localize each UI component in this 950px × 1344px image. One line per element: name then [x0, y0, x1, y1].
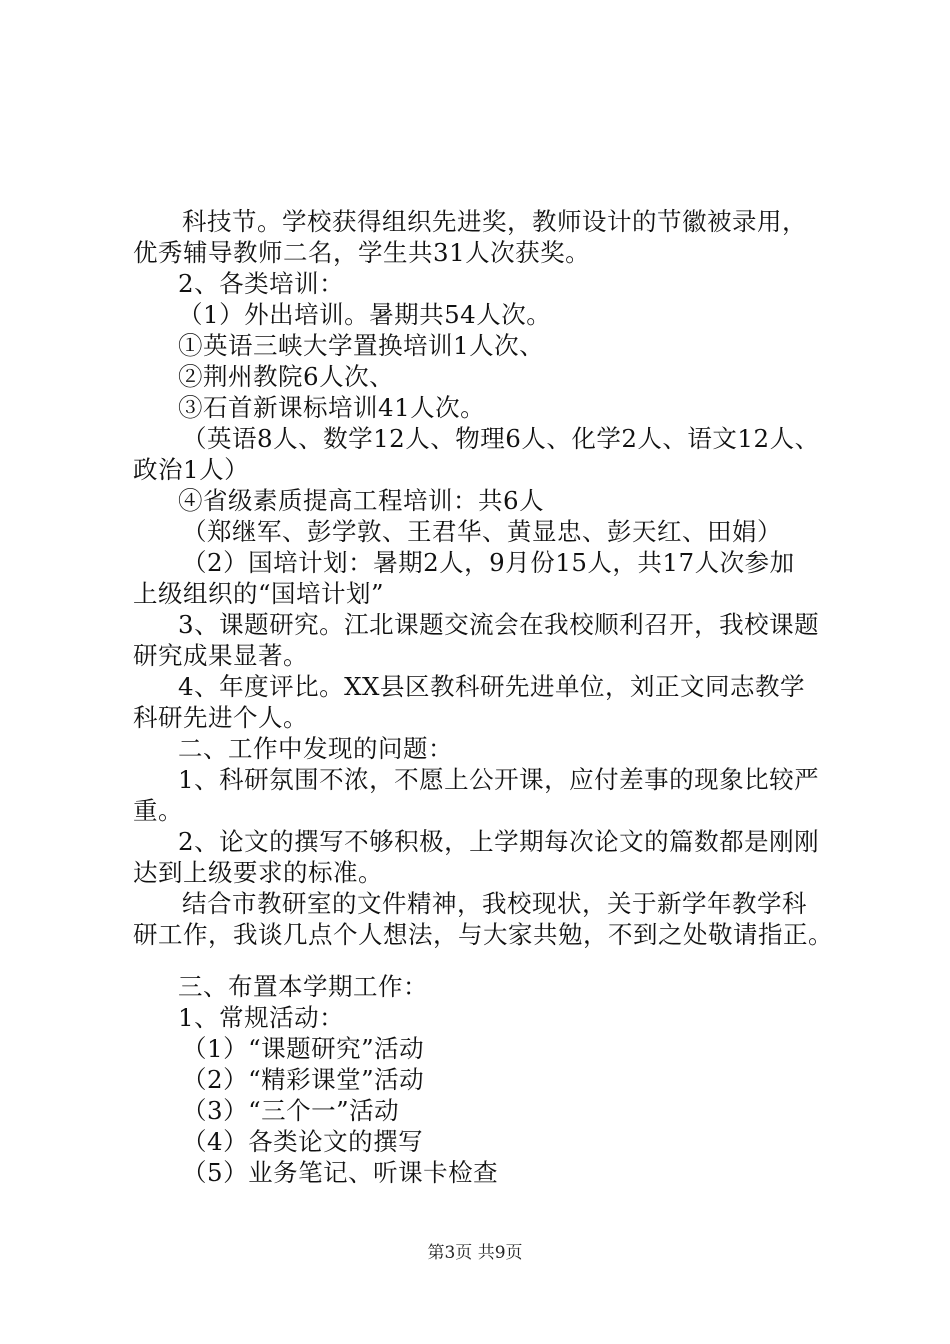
text-line: （英语8人、数学12人、物理6人、化学2人、语文12人、 [182, 424, 820, 453]
text-line: （3）“三个一”活动 [182, 1096, 400, 1125]
text-line: 政治1人） [133, 455, 250, 484]
text-line: 2、论文的撰写不够积极，上学期每次论文的篇数都是刚刚 [178, 827, 820, 856]
text-line: （2）国培计划：暑期2人，9月份15人，共17人次参加 [182, 548, 795, 577]
text-line: ④省级素质提高工程培训：共6人 [178, 486, 545, 515]
text-line: ②荆州教院6人次、 [178, 362, 395, 391]
text-line: 2、各类培训： [178, 269, 345, 298]
text-line: 上级组织的“国培计划” [133, 579, 385, 608]
text-line: ①英语三峡大学置换培训1人次、 [178, 331, 545, 360]
text-line: 研究成果显著。 [133, 641, 308, 670]
text-line: 科技节。学校获得组织先进奖，教师设计的节徽被录用， [182, 207, 807, 236]
text-line: （1）“课题研究”活动 [182, 1034, 425, 1063]
text-line: （5）业务笔记、听课卡检查 [182, 1158, 499, 1187]
text-line: 4、年度评比。XX县区教科研先进单位，刘正文同志教学 [178, 672, 805, 701]
text-line: （4）各类论文的撰写 [182, 1127, 424, 1156]
text-line: 结合市教研室的文件精神，我校现状，关于新学年教学科 [182, 889, 807, 918]
text-line: 达到上级要求的标准。 [133, 858, 383, 887]
text-line: 1、常规活动： [178, 1003, 345, 1032]
text-line: 研工作，我谈几点个人想法，与大家共勉，不到之处敬请指正。 [133, 920, 833, 949]
text-line: （1）外出培训。暑期共54人次。 [178, 300, 552, 329]
text-line: （2）“精彩课堂”活动 [182, 1065, 425, 1094]
text-line: ③石首新课标培训41人次。 [178, 393, 486, 422]
text-line: 重。 [133, 796, 183, 825]
text-line: 1、科研氛围不浓，不愿上公开课，应付差事的现象比较严 [178, 765, 820, 794]
text-line: 3、课题研究。江北课题交流会在我校顺利召开，我校课题 [178, 610, 820, 639]
page-footer: 第3页 共9页 [427, 1243, 523, 1263]
text-line: （郑继军、彭学敦、王君华、黄显忠、彭天红、田娟） [182, 517, 782, 546]
text-line: 二、工作中发现的问题： [178, 734, 453, 763]
text-line: 科研先进个人。 [133, 703, 308, 732]
text-line: 优秀辅导教师二名，学生共31人次获奖。 [133, 238, 591, 267]
text-line: 三、布置本学期工作： [178, 972, 428, 1001]
